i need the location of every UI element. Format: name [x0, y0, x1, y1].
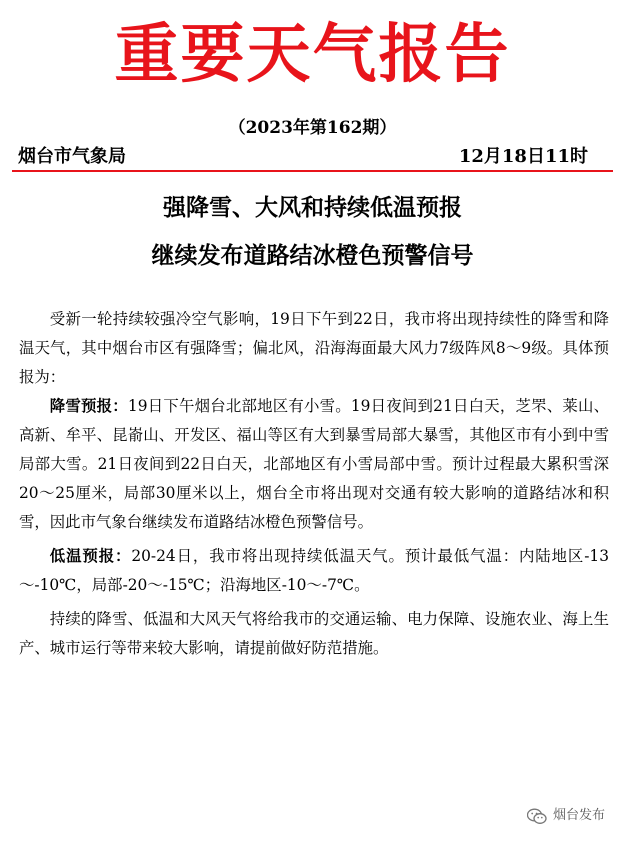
issue-datetime: 12月18日11时	[458, 146, 588, 167]
cold-forecast-label: 低温预报：	[49, 547, 132, 565]
wechat-icon	[527, 808, 547, 825]
report-body	[19, 305, 609, 668]
intro-paragraph: 受新一轮持续较强冷空气影响，19日下午到22日，我市将出现持续性的降雪和降温天气，其中烟台市区有强降雪；偏北风，沿海海面最大风力7级阵风8～9级。具体预报为：	[19, 310, 609, 386]
cold-forecast-paragraph	[19, 542, 609, 600]
cold-forecast-text: 20-24日，我市将出现持续低温天气。预计最低气温：内陆地区-13～-10℃，局部-20～-15℃；沿海地区-10～-7℃。	[19, 547, 609, 594]
watermark-text: 烟台发布	[552, 808, 605, 823]
header-divider	[12, 170, 613, 172]
issuing-agency: 烟台市气象局	[18, 146, 126, 167]
snow-forecast-text: 19日下午烟台北部地区有小雪。19日夜间到21日白天，芝罘、莱山、高新、牟平、昆嵛山、开发区、福山等区有大到暴雪局部大暴雪，其他区市有小到中雪局部大雪。21日夜间到22日白天，北部地区有小雪局部中雪。预计过程最大累积雪深20～25厘米，局部30厘米以上，烟台全市将出现对交通有较大影响的道路结冰和积雪，因此市气象台继续发布道路结冰橙色预警信号。	[19, 397, 609, 531]
closing-paragraph: 持续的降雪、低温和大风天气将给我市的交通运输、电力保障、设施农业、海上生产、城市运行等带来较大影响，请提前做好防范措施。	[19, 610, 609, 657]
snow-forecast-paragraph	[19, 392, 609, 537]
snow-forecast-label: 降雪预报：	[49, 397, 128, 415]
masthead-title: 重要天气报告	[114, 17, 511, 92]
headline-line-1: 强降雪、大风和持续低温预报	[163, 195, 462, 221]
headline-line-2: 继续发布道路结冰橙色预警信号	[151, 243, 474, 269]
issue-number: （2023年第162期）	[228, 118, 397, 138]
source-watermark	[527, 806, 605, 826]
